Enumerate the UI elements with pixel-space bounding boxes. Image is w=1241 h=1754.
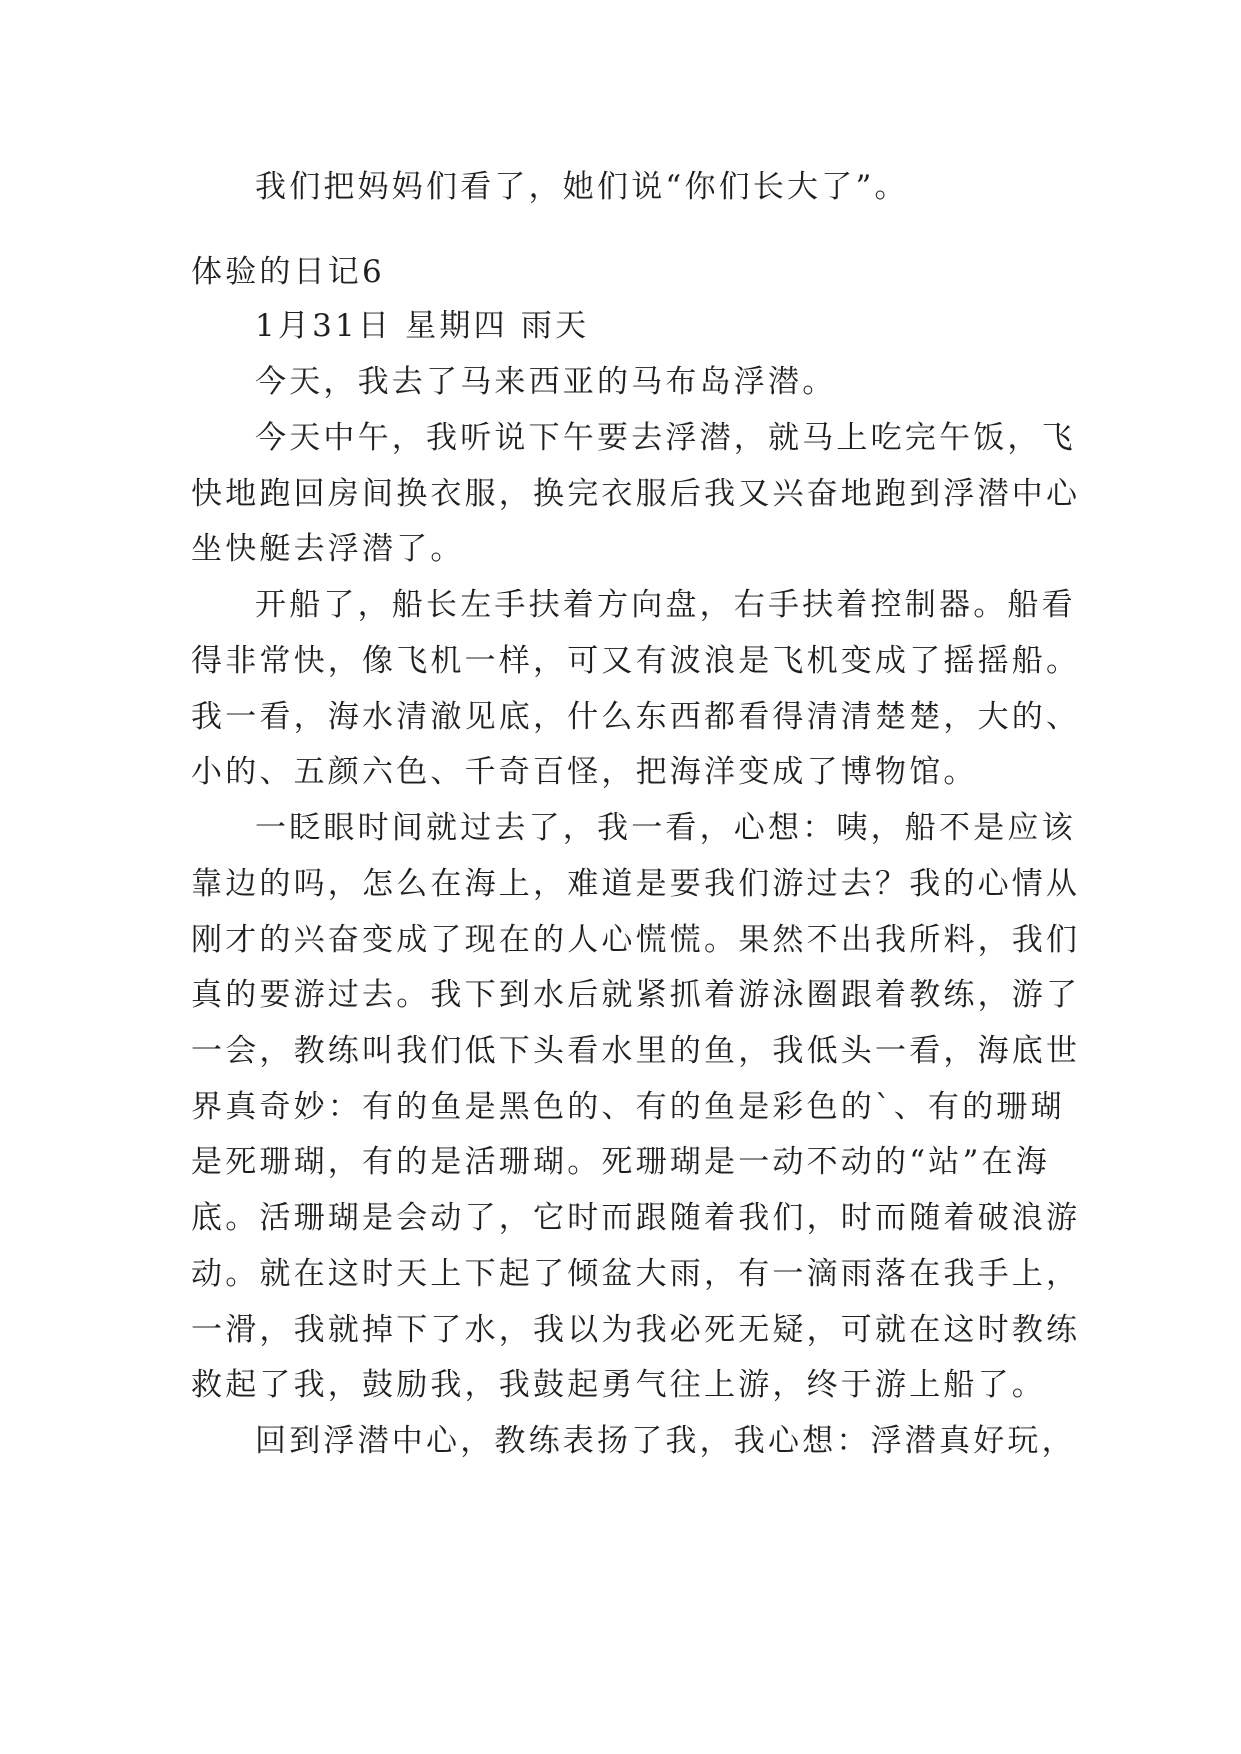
paragraph-line: 刚才的兴奋变成了现在的人心慌慌。果然不出我所料，我们 [191,922,1081,958]
paragraph-line: 得非常快，像飞机一样，可又有波浪是飞机变成了摇摇船。 [191,643,1081,679]
paragraph-line: 动。就在这时天上下起了倾盆大雨，有一滴雨落在我手上， [191,1256,1081,1292]
paragraph-line: 今天，我去了马来西亚的马布岛浮潜。 [255,364,837,400]
paragraph-line: 救起了我，鼓励我，我鼓起勇气往上游，终于游上船了。 [191,1367,1046,1403]
paragraph-line: 一眨眼时间就过去了，我一看，心想：咦，船不是应该 [255,810,1076,846]
paragraph-line: 小的、五颜六色、千奇百怪，把海洋变成了博物馆。 [191,754,978,790]
paragraph-line: 回到浮潜中心，教练表扬了我，我心想：浮潜真好玩， [255,1423,1076,1459]
paragraph-line: 我一看，海水清澈见底，什么东西都看得清清楚楚，大的、 [191,699,1081,735]
previous-paragraph-ending: 我们把妈妈们看了，她们说“你们长大了”。 [255,169,909,205]
paragraph-line: 开船了，船长左手扶着方向盘，右手扶着控制器。船看 [255,587,1076,623]
paragraph-line: 坐快艇去浮潜了。 [191,531,465,567]
paragraph-line: 是死珊瑚，有的是活珊瑚。死珊瑚是一动不动的“站”在海 [191,1144,1050,1180]
paragraph-line: 一会，教练叫我们低下头看水里的鱼，我低头一看，海底世 [191,1033,1081,1069]
paragraph-line: 界真奇妙：有的鱼是黑色的、有的鱼是彩色的`、有的珊瑚 [191,1089,1065,1125]
paragraph-line: 今天中午，我听说下午要去浮潜，就马上吃完午饭，飞 [255,420,1076,456]
date-line: 1月31日 星期四 雨天 [255,308,590,344]
paragraph-line: 真的要游过去。我下到水后就紧抓着游泳圈跟着教练，游了 [191,977,1081,1013]
paragraph-line: 靠边的吗，怎么在海上，难道是要我们游过去？我的心情从 [191,866,1081,902]
paragraph-line: 快地跑回房间换衣服，换完衣服后我又兴奋地跑到浮潜中心 [191,476,1081,512]
paragraph-line: 底。活珊瑚是会动了，它时而跟随着我们，时而随着破浪游 [191,1200,1081,1236]
section-title: 体验的日记6 [191,254,385,290]
paragraph-line: 一滑，我就掉下了水，我以为我必死无疑，可就在这时教练 [191,1312,1081,1348]
